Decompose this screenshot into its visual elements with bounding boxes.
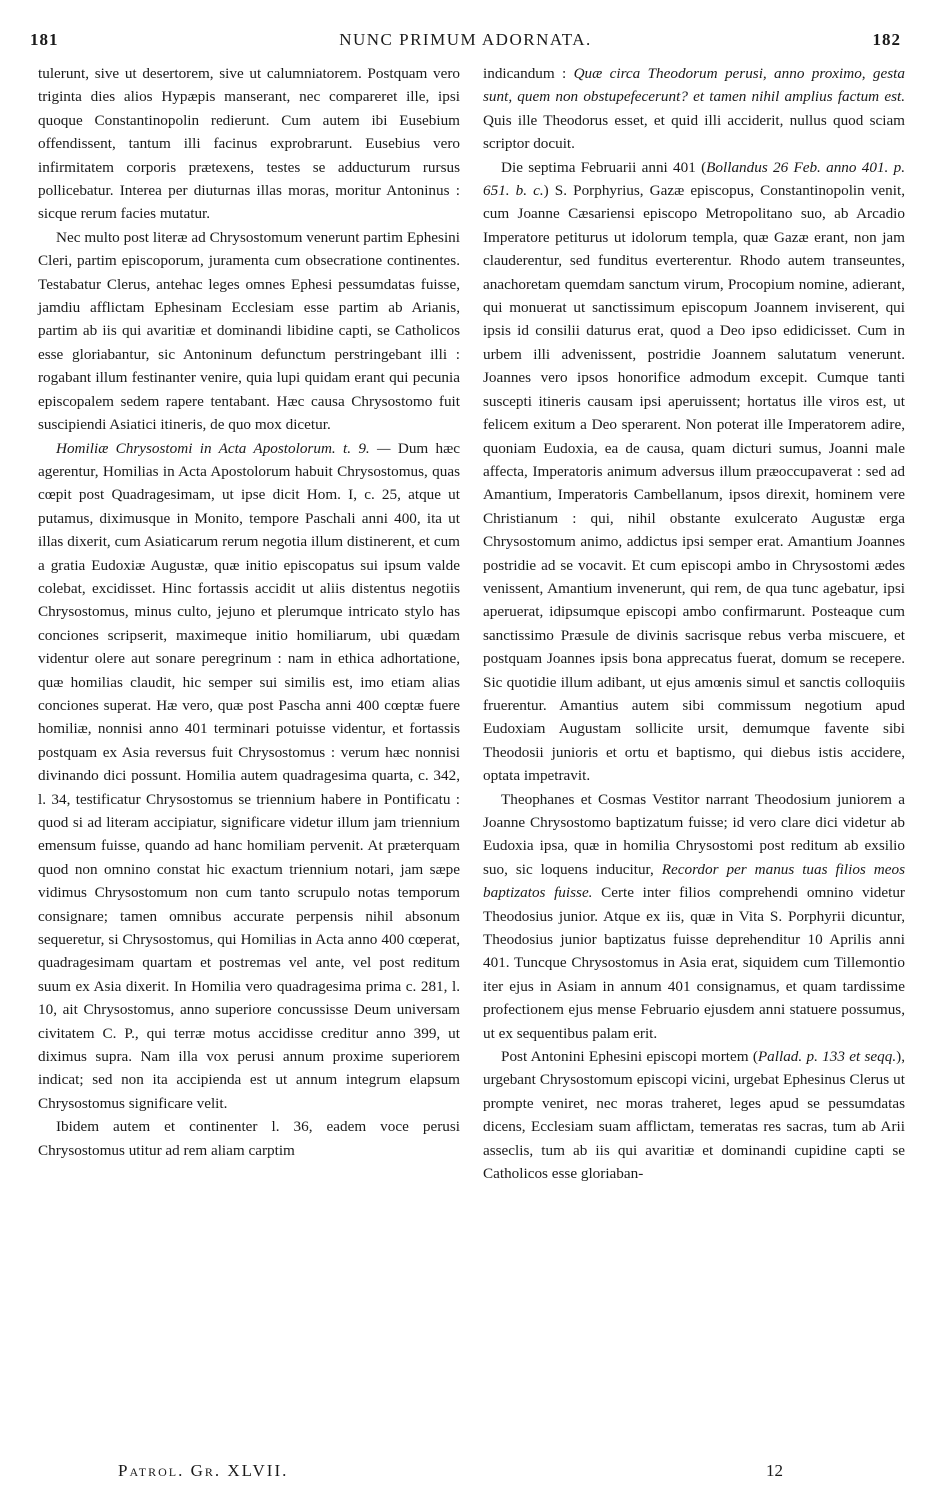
paragraph-text: Dum hæc agerentur, Homilias in Acta Apostolorum habuit Chrysostomus, quas cœpit post Quadragesimam, ut ipse dicit Hom. I, c. 25, atque ut putamus, diximusque in Monito, tempore Paschali anni 400, ita ut illas dixerit, cum Asiaticarum rerum negotia illum distinerent, et cum a gratia Eudoxiæ Augustæ, quæ initio episcopatus sui ipsum valde colebat, excidisset. Hinc fortassis accidit ut aliis distentus negotiis Chrysostomus, minus culto, jejuno et plerumque intricato stylo has conciones scripserit, maximeque initio homiliarum, ubi quædam videntur olere aut sonare peregrinum : nam in ethica adhortatione, quæ homilias claudit, hic semper sui similis est, imo etiam alias conciones superat. Hæ vero, quæ post Pascha anni 400 cœptæ fuere homiliæ, nonnisi anno 401 terminari potuisse videntur, et fortassis postquam ex Asia reversus fuit Chrysostomus : verum hæc nonnisi divinando dici possunt. Homilia autem quadragesima quarta, c. 342, l. 34, testificatur Chrysostomus se triennium habere in Pontificatu : quod si ad literam accipiatur, significare videtur illum jam triennium emensum fuisse, quando ad hanc homiliam pervenit. At præterquam quod non omnino constat hic exactum triennium notari, jam sæpe vidimus Chrysostomum non cum tanto scrupulo notas temporum consignare; tamen omnibus accurate perpensis nihil absonum sequeretur, si Chrysostomus, qui Homilias in Acta anno 400 cœperat, quadragesimam quartam et postremas vel ante, vel post reditum suum ex Asia dixerit. In Homilia vero quadragesima prima c. 281, l. 10, ait Chrysostomus, anno superiore concussisse Deum universam civitatem C. P., qui terræ motus accidisse creditur anno 399, ut diximus supra. Nam illa vox perusi annum proxime superiorem indicat; sed non ita accipienda est ut annum integrum elapsum Chrysostomus significare velit. (38, 439, 461, 1112)
paragraph (483, 62, 905, 156)
paragraph (483, 1045, 905, 1185)
paragraph (483, 156, 905, 788)
page-number-left: 181 (30, 30, 59, 49)
paragraph-text: ), urgebant Chrysostomum episcopi vicini, urgebat Ephesinus Clerus ut prompte veniret, nec moras traheret, leges apud se pessumdatas dicens, Ecclesiam suam afflictam, temeratas res sacras, tum ab Arii asseclis, tum ab iis qui avaritiæ et dominandi cupidine capti se Catholicos esse gloriaban- (483, 1048, 905, 1183)
paragraph-text: Theophanes et Cosmas Vestitor narrant Theodosium juniorem a Joanne Chrysostomo baptizatum fuisse; id vero clare dici videtur ab Eudoxia ipsa, quæ in homilia Chrysostomi post reditum ab exsilio suo, sic loquens inducitur, (483, 790, 905, 878)
paragraph: Ibidem autem et continenter l. 36, eadem voce perusi Chrysostomus utitur ad rem aliam carptim (38, 1118, 460, 1159)
footer-signature: Patrol. Gr. XLVII. (118, 1461, 289, 1480)
left-column (38, 62, 460, 1162)
citation: Pallad. p. 133 et seqq. (757, 1048, 897, 1066)
section-heading: Homiliæ Chrysostomi in Acta Apostolorum. t. 9. — (56, 439, 391, 457)
citation: Bollandus 26 Feb. anno 401. p. 651. b. c. (483, 158, 905, 200)
paragraph-text: ) S. Porphyrius, Gazæ episcopus, Constantinopolin venit, cum Joanne Cæsariensi episcopo Metropolitano suo, ab Arcadio Imperatore petiturus ut idolorum templa, quæ Gazæ erant, non jam clauderentur, sed funditus everterentur. Rhodo autem transeuntes, anachoretam quemdam sanctum virum, Procopium nomine, adierant, qui monuerat ut sanctissimum episcopum Joannem inviserent, qui ipsis id consilii daturus erat, quod a Deo ipso edidicisset. Cum in urbem illi advenissent, postridie Joannem salutatum venerunt. Joannes vero ipsos honorifice admodum excepit. Cumque tanti suscepti itineris causam ipsi aperuissent; hortatus ille viros est, ut felicem exitum a Deo sperarent. Non poterat ille Imperatorem adire, quoniam Eudoxia, ea de causa, quam dicturi sumus, Joanni male affecta, Imperatoris animum adversus illum præoccupaverat : sed ad Amantium, Imperatoris Cambellanum, ipsos direxit, hominem vere Christianum : qui, nihil obstante exulcerato Augustæ erga Chrysostomum animo, addictus ipsi semper erat. Amantium Joannes postridie ad se vocavit. Et cum episcopi ambo in Chrysostomi ædes venissent, Amantium invenerunt, qui rem, de qua tunc agebatur, ipsi aperuerat, idipsumque episcopi ambo confirmarunt. Posteaque cum sanctissimo Præsule de divinis sacrisque rebus verba miscuere, et postquam Joannes ipsis bona apprecatus fuerat, domum se recepere. Sic quotidie illum adibant, ut ejus amœnis simul et sanctis colloquiis fruerentur. Amantius autem sibi commissum negotium apud Eudoxiam Augustam sollicite ursit, demumque favente sibi Theodosii junioris et ortu et baptismo, qui diebus istis accidere, optata impetravit. (483, 182, 905, 785)
paragraph (483, 788, 905, 1045)
paragraph: Nec multo post literæ ad Chrysostomum venerunt partim Ephesini Cleri, partim episcoporum, juramenta cum obsecratione continentes. Testabatur Clerus, antehac leges omnes Ephesi pessumdatas fuisse, jamdiu afflictam Ephesinam Ecclesiam esse partim ab Arianis, partim ab iis qui avaritiæ et dominandi libidine capti, se Catholicos esse gloriabantur, sic Antoninum defunctum perstringebant illi : rogabant illum festinanter venire, quia lupi quidam erant qui pecunia episcopalem sedem rapere tentabant. Hæc causa Chrysostomo fuit suscipiendi Asiatici itineris, de quo mox dicetur. (38, 228, 460, 434)
paragraph-text: Die septima Februarii anni 401 ( (501, 158, 707, 176)
page-number-right: 182 (872, 30, 901, 49)
paragraph: tulerunt, sive ut desertorem, sive ut calumniatorem. Postquam vero triginta dies alios Hypæpis manserant, nec compareret ille, ipsi quoque Constantinopolin redierunt. Cum autem ibi Eusebium offendissent, tantum illi facinus exprobrarunt. Eusebius vero infirmitatem corporis prætexens, testes se adducturum rursus pollicebatur. Interea per diuturnas illas moras, moritur Antoninus : sicque rerum facies mutatur. (38, 65, 460, 223)
paragraph-text: Certe inter filios comprehendi omnino videtur Theodosius junior. Atque ex iis, quæ in Vita S. Porphyrii dicuntur, Theodosius junior baptizatus fuisse deprehenditur 10 Aprilis anni 401. Tuncque Chrysostomus in Asia erat, siquidem cum Tillemontio iter ejus in Asiam in annum 401 consignamus, et quam tardissime profectionem ejus mense Februario ejusdem anni statuere possumus, ut ex sequentibus palam erit. (483, 884, 905, 1042)
running-title: NUNC PRIMUM ADORNATA. (339, 30, 592, 49)
right-column (483, 62, 905, 1186)
paragraph-text: indicandum : (483, 65, 574, 82)
paragraph-text: Quis ille Theodorus esset, et quid illi acciderit, nullus quod sciam scriptor docuit. (483, 111, 905, 153)
paragraph (38, 437, 460, 1116)
quotation: Quæ circa Theodorum perusi, anno proximo, gesta sunt, quem non obstupefecerunt? et tamen nihil amplius factum est. (483, 65, 905, 106)
paragraph-text: Post Antonini Ephesini episcopi mortem ( (501, 1048, 758, 1066)
quotation: Recordor per manus tuas filios meos baptizatos fuisse. (483, 860, 905, 902)
signature-number: 12 (766, 1461, 783, 1480)
running-header (30, 30, 901, 56)
